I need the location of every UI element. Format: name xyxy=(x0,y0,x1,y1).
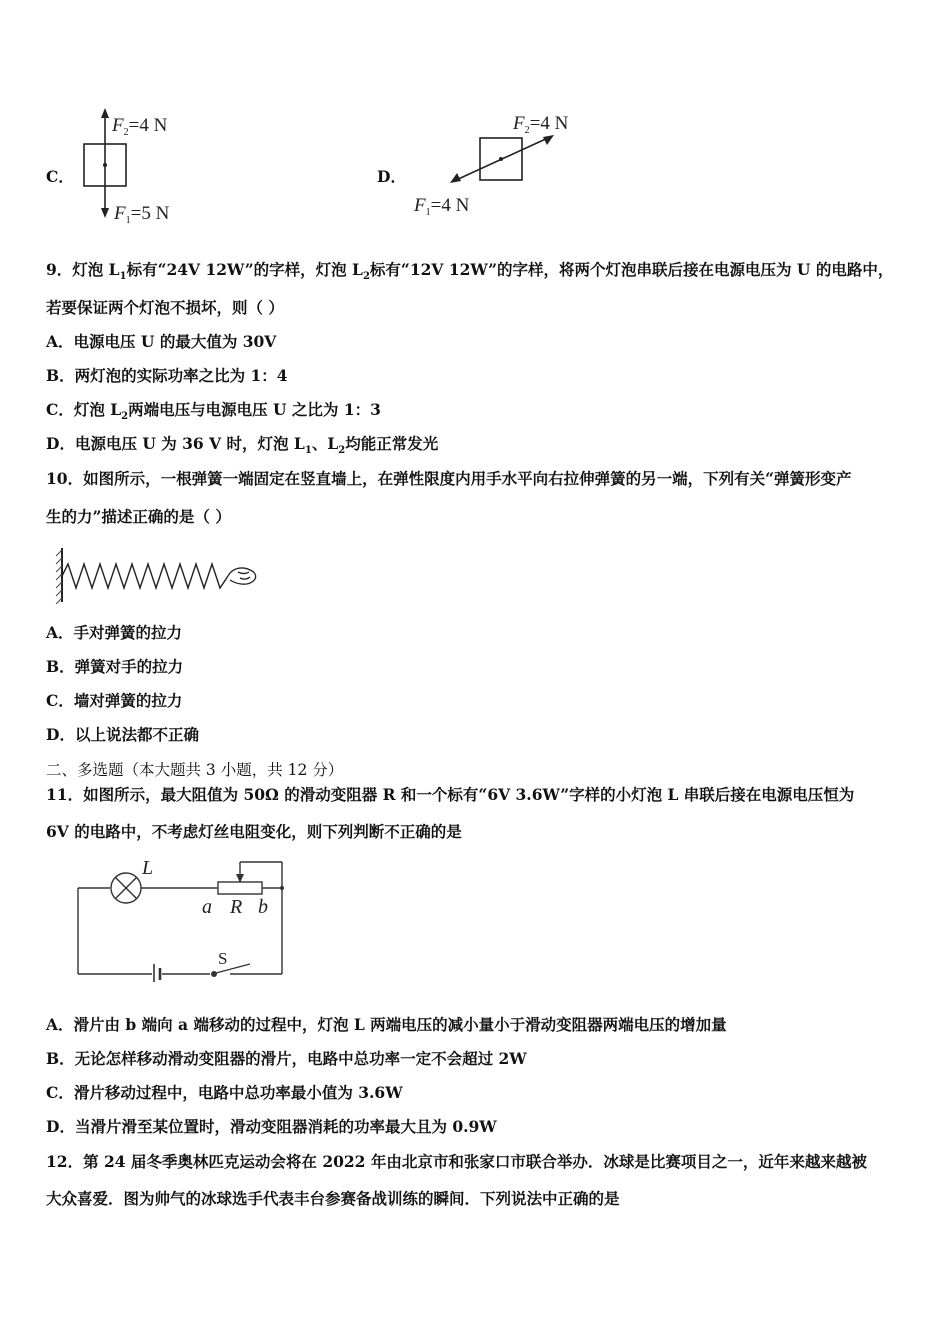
q9-stem-line1: 9．灯泡 $L_1$标有“24V 12W”的字样，灯泡 $L_2$标有“12V 12W”的字样，将两个灯泡串联后接在电源电压为 U 的电路中， xyxy=(46,260,894,283)
q12-stem-line1: 12．第 24 届冬季奥林匹克运动会将在 2022 年由北京市和张家口市联合举办．冰球是比赛项目之一，近年来越来越被 xyxy=(46,1152,867,1171)
section-heading: 二、多选题（本大题共 3 小题，共 12 分） xyxy=(46,761,344,779)
q9-option-b[interactable]: B．两灯泡的实际功率之比为 1：4 xyxy=(46,366,288,385)
q8-option-c-label[interactable]: C． xyxy=(46,167,74,186)
svg-text:F2=4 N xyxy=(512,113,569,136)
q11-stem-line1: 11．如图所示，最大阻值为 50Ω 的滑动变阻器 R 和一个标有“6V 3.6W”字样的小灯泡 L 串联后接在电源电压恒为 xyxy=(46,785,855,804)
f2-symbol: F xyxy=(112,115,124,136)
f1-value: =4 N xyxy=(430,195,470,216)
f2-subscript: 2 xyxy=(123,127,129,138)
q9-stem-line2: 若要保证两个灯泡不损坏，则（ ） xyxy=(46,298,284,317)
switch-contact xyxy=(211,971,217,977)
f2-subscript: 2 xyxy=(524,125,530,136)
q9-option-d[interactable]: D．电源电压 U 为 36 V 时，灯泡 $L_1$、$L_2$均能正常发光 xyxy=(46,434,439,457)
q12-stem-line2: 大众喜爱．图为帅气的冰球选手代表丰台参赛备战训练的瞬间．下列说法中正确的是 xyxy=(46,1189,620,1208)
f1-symbol: F xyxy=(414,195,426,216)
q10-option-b[interactable]: B．弹簧对手的拉力 xyxy=(46,657,184,676)
q11-option-c[interactable]: C．滑片移动过程中，电路中总功率最小值为 3.6W xyxy=(46,1083,403,1102)
f2-symbol: F xyxy=(513,113,525,134)
q11-stem-line2: 6V 的电路中，不考虑灯丝电阻变化，则下列判断不正确的是 xyxy=(46,822,462,841)
q10-stem-line1: 10．如图所示，一根弹簧一端固定在竖直墙上，在弹性限度内用手水平向右拉伸弹簧的另一端，下列有关“弹簧形变产 xyxy=(46,469,852,488)
arrow-up-right-icon xyxy=(543,135,554,145)
q9-option-a[interactable]: A．电源电压 U 的最大值为 30V xyxy=(46,332,277,351)
terminal-b-label: b xyxy=(258,896,268,918)
f1-subscript: 1 xyxy=(125,215,131,224)
arrow-down-icon xyxy=(101,208,109,218)
q8-option-c-figure xyxy=(78,106,198,224)
rheostat-label: R xyxy=(230,896,243,918)
svg-text:F2=4 N xyxy=(111,115,168,138)
q8-option-d-label[interactable]: D． xyxy=(377,167,406,186)
q10-option-a[interactable]: A．手对弹簧的拉力 xyxy=(46,623,183,642)
arrow-up-icon xyxy=(101,108,109,118)
q11-option-d[interactable]: D．当滑片滑至某位置时，滑动变阻器消耗的功率最大且为 0.9W xyxy=(46,1117,497,1136)
q11-option-a[interactable]: A．滑片由 b 端向 a 端移动的过程中，灯泡 L 两端电压的减小量小于滑动变阻器两端电压的增加量 xyxy=(46,1015,727,1034)
q10-spring-figure xyxy=(54,544,264,606)
svg-text:F1=4 N xyxy=(413,195,470,218)
q10-option-d[interactable]: D．以上说法都不正确 xyxy=(46,725,199,744)
lamp-label: L xyxy=(142,857,154,879)
center-dot xyxy=(499,157,503,161)
f1-subscript: 1 xyxy=(425,207,431,218)
rheostat-icon xyxy=(218,882,262,894)
f1-symbol: F xyxy=(114,203,126,224)
f1-value: =5 N xyxy=(130,203,170,224)
terminal-a-label: a xyxy=(202,896,212,918)
svg-text:F1=5 N xyxy=(113,203,170,224)
arrow-down-left-icon xyxy=(450,173,461,183)
switch-label: S xyxy=(218,949,228,968)
f2-value: =4 N xyxy=(529,113,569,134)
q9-option-c[interactable]: C．灯泡 $L_2$两端电压与电源电压 U 之比为 1：3 xyxy=(46,400,381,423)
center-dot xyxy=(103,163,107,167)
q11-circuit-figure xyxy=(70,852,300,982)
spring xyxy=(62,564,228,588)
q10-option-c[interactable]: C．墙对弹簧的拉力 xyxy=(46,691,183,710)
hand-icon xyxy=(228,568,256,584)
q11-option-b[interactable]: B．无论怎样移动滑动变阻器的滑片，电路中总功率一定不会超过 2W xyxy=(46,1049,527,1068)
q8-option-d-figure xyxy=(410,108,590,218)
q10-stem-line2: 生的力”描述正确的是（ ） xyxy=(46,507,231,526)
f2-value: =4 N xyxy=(128,115,168,136)
junction-dot xyxy=(280,886,284,890)
